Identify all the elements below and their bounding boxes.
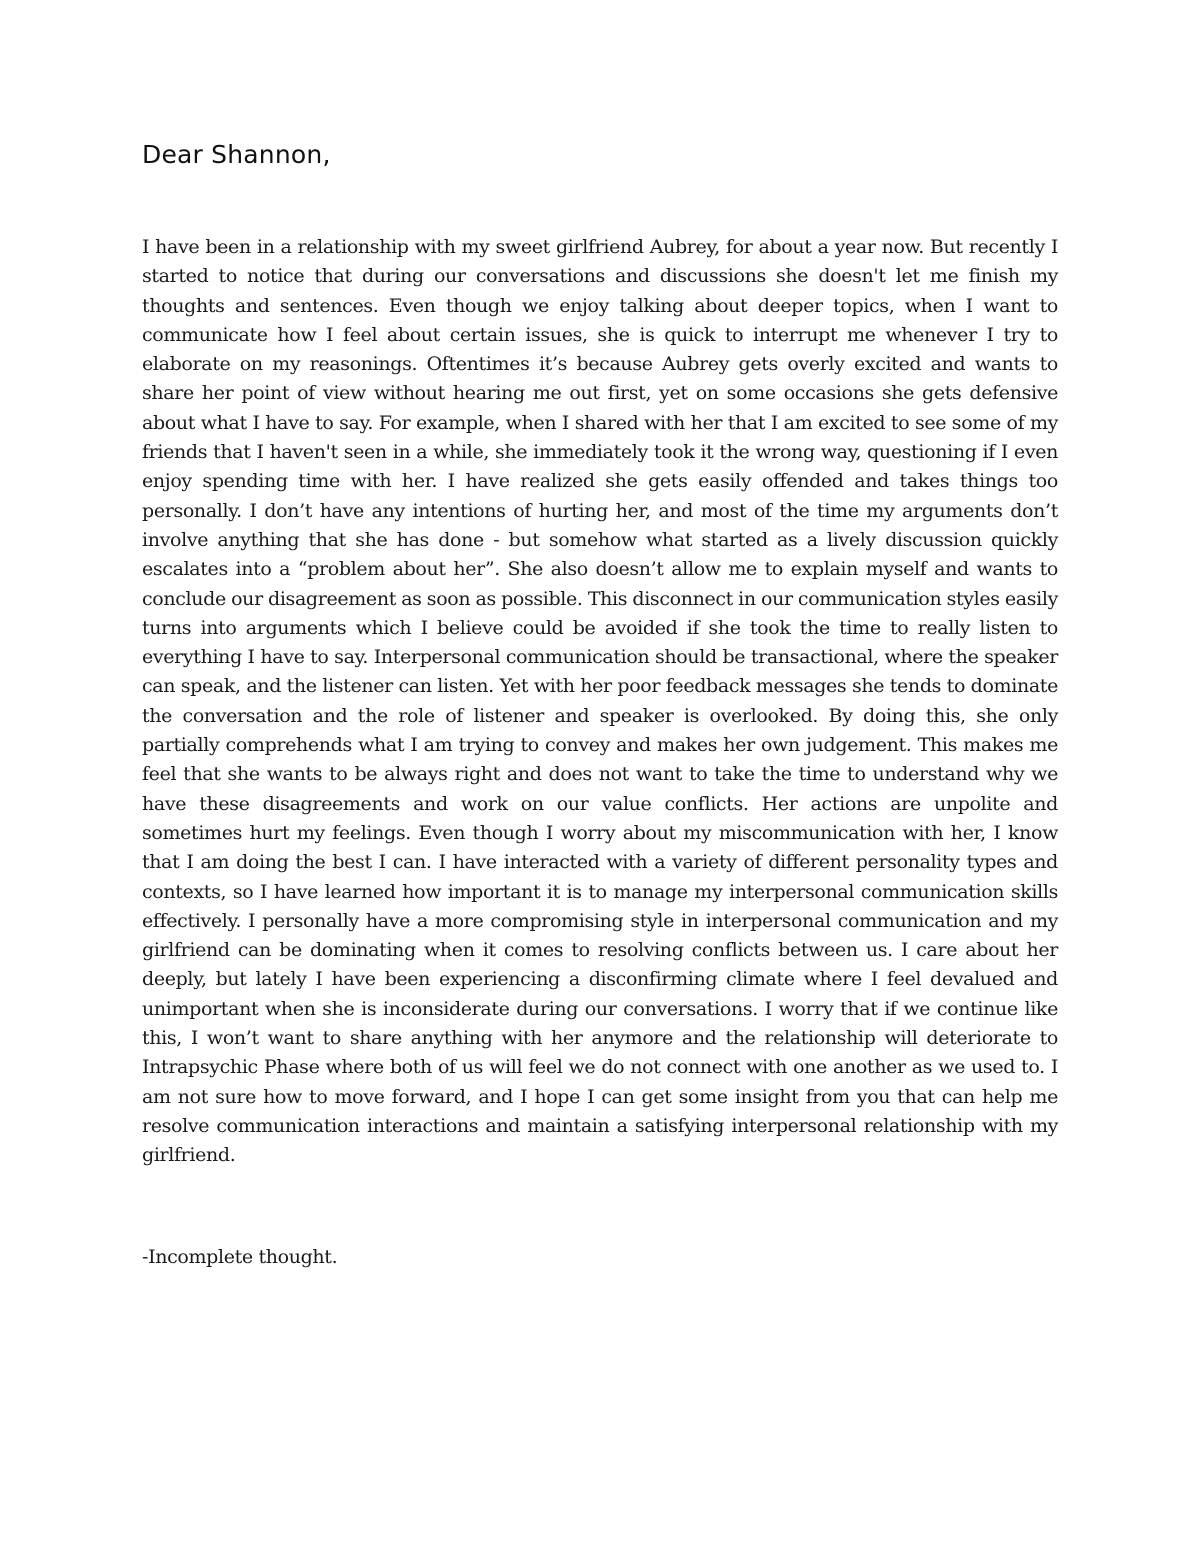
letter-body: I have been in a relationship with my sweet girlfriend Aubrey, for about a year now. But recently I started to notice that during our conversations and discussions she doesn't let me finish my thoughts and sentences. Even though we enjoy talking about deeper topics, when I want to communicate how I feel about certain issues, she is quick to interrupt me whenever I try to elaborate on my reasonings. Oftentimes it’s because Aubrey gets overly excited and wants to share her point of view without hearing me out first, yet on some occasions she gets defensive about what I have to say. For example, when I shared with her that I am excited to see some of my friends that I haven't seen in a while, she immediately took it the wrong way, questioning if I even enjoy spending time with her. I have realized she gets easily offended and takes things too personally. I don’t have any intentions of hurting her, and most of the time my arguments don’t involve anything that she has done - but somehow what started as a lively discussion quickly escalates into a “problem about her”. She also doesn’t allow me to explain myself and wants to conclude our disagreement as soon as possible. This disconnect in our communication styles easily turns into arguments which I believe could be avoided if she took the time to really listen to everything I have to say. Interpersonal communication should be transactional, where the speaker can speak, and the listener can listen. Yet with her poor feedback messages she tends to dominate the conversation and the role of listener and speaker is overlooked. By doing this, she only partially comprehends what I am trying to convey and makes her own judgement. This makes me feel that she wants to be always right and does not want to take the time to understand why we have these disagreements and work on our value conflicts. Her actions are unpolite and sometimes hurt my feelings. Even though I worry about my miscommunication with her, I know that I am doing the best I can. I have interacted with a variety of different personality types and contexts, so I have learned how important it is to manage my interpersonal communication skills effectively. I personally have a more compromising style in interpersonal communication and my girlfriend can be dominating when it comes to resolving conflicts between us. I care about her deeply, but lately I have been experiencing a disconfirming climate where I feel devalued and unimportant when she is inconsiderate during our conversations. I worry that if we continue like this, I won’t want to share anything with her anymore and the relationship will deteriorate to Intrapsychic Phase where both of us will feel we do not connect with one another as we used to. I am not sure how to move forward, and I hope I can get some insight from you that can help me resolve communication interactions and maintain a satisfying interpersonal relationship with my girlfriend. — [142, 236, 1058, 1167]
letter-signoff: -Incomplete thought. — [142, 1246, 338, 1268]
letter-salutation: Dear Shannon, — [142, 140, 331, 169]
